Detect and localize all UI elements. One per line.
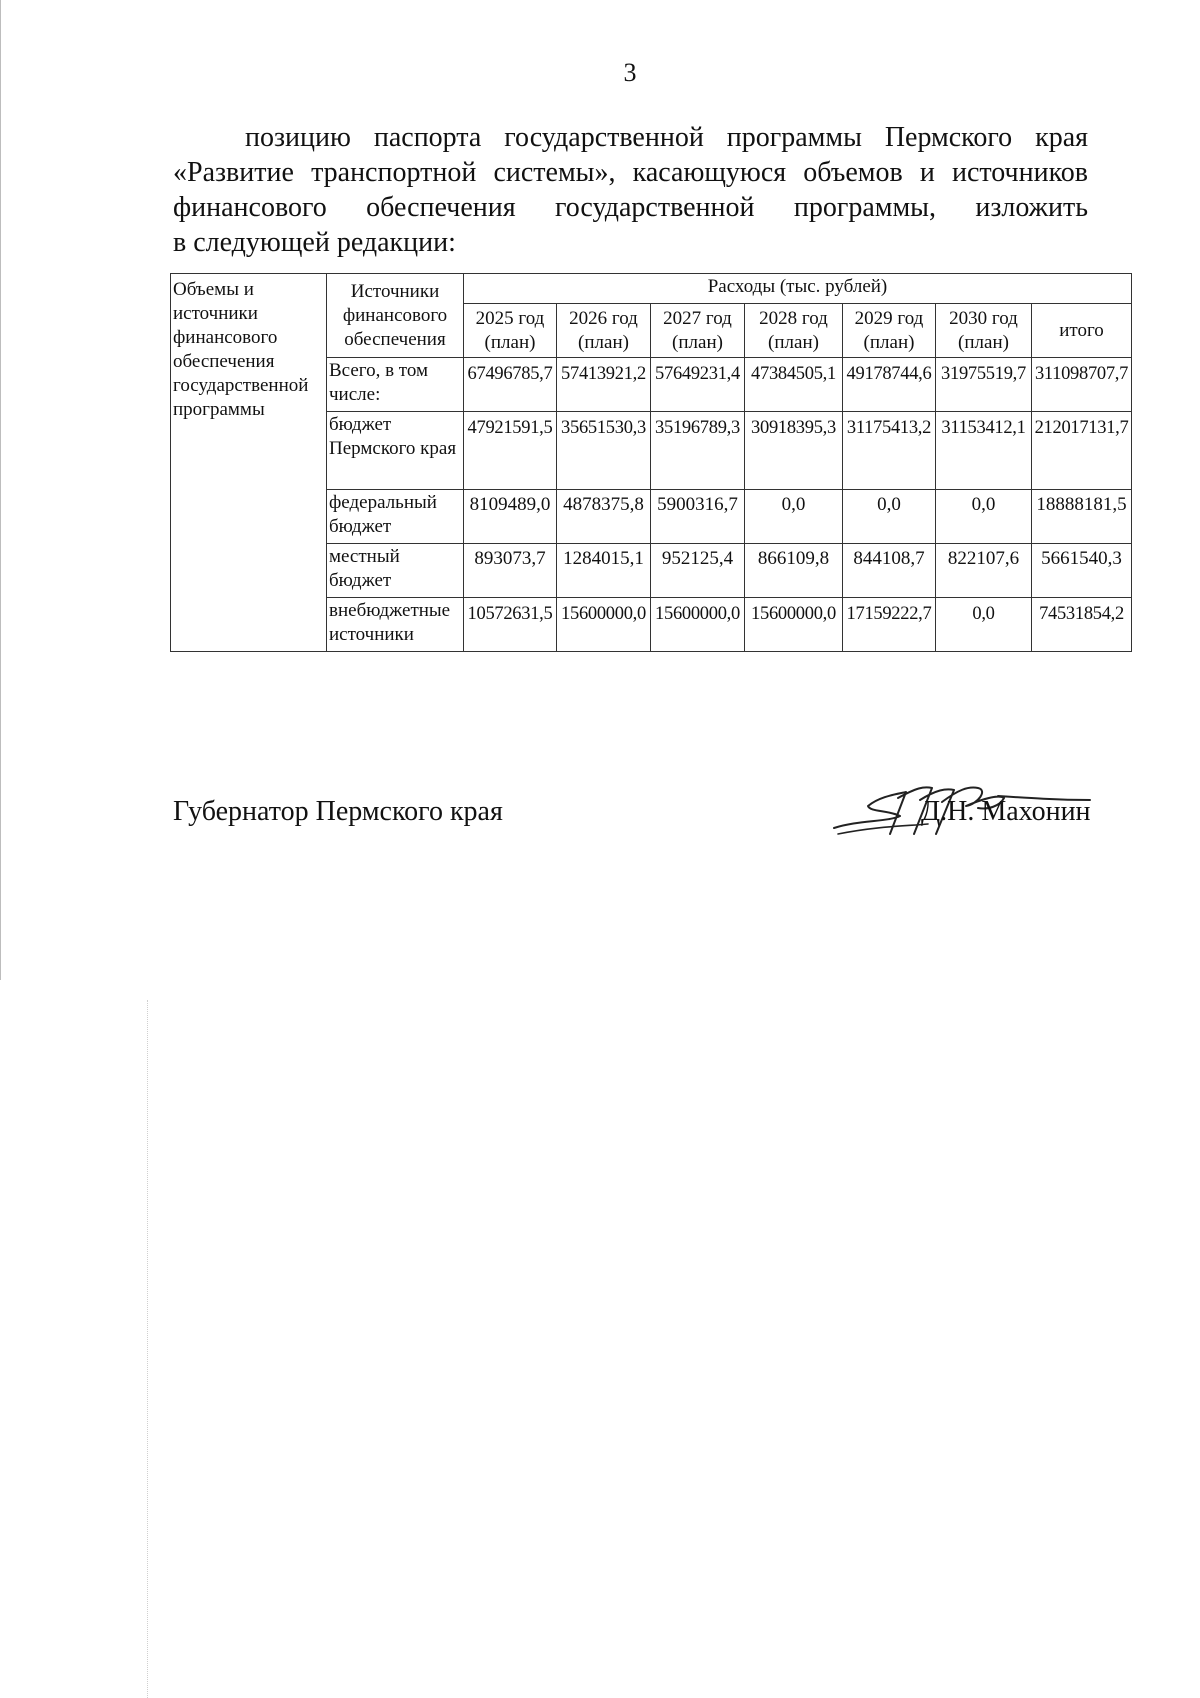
year-header: 2030 год (план) [936,304,1032,358]
intro-line: позицию паспорта государственной программы Пермского края [245,122,1088,153]
intro-line: финансового обеспечения государственной программы, изложить [173,192,1088,223]
value-cell: 35196789,3 [651,412,745,490]
value-cell: 866109,8 [745,544,843,598]
year-header: 2026 год (план) [557,304,651,358]
intro-line: «Развитие транспортной системы», касающуюся объемов и источников [173,157,1088,188]
source-cell: бюджет Пермского края [327,412,464,490]
value-cell: 8109489,0 [464,490,557,544]
value-cell: 893073,7 [464,544,557,598]
signatory-title: Губернатор Пермского края [173,796,503,827]
value-cell: 31153412,1 [936,412,1032,490]
page-number: 3 [623,58,637,87]
total-cell: 5661540,3 [1032,544,1132,598]
scan-edge [0,0,1,980]
scan-artifact-line [147,1000,148,1698]
intro-paragraph [173,120,1088,260]
row-header-cell: Объемы и источники финансового обеспечения государственной программы [171,274,327,652]
financing-table [170,273,1132,652]
value-cell: 0,0 [936,598,1032,652]
value-cell: 15600000,0 [745,598,843,652]
value-cell: 4878375,8 [557,490,651,544]
total-cell: 18888181,5 [1032,490,1132,544]
year-header: 2028 год (план) [745,304,843,358]
value-cell: 57413921,2 [557,358,651,412]
value-cell: 49178744,6 [843,358,936,412]
total-cell: 74531854,2 [1032,598,1132,652]
total-header: итого [1032,304,1132,358]
total-cell: 212017131,7 [1032,412,1132,490]
value-cell: 1284015,1 [557,544,651,598]
value-cell: 30918395,3 [745,412,843,490]
value-cell: 15600000,0 [557,598,651,652]
value-cell: 822107,6 [936,544,1032,598]
value-cell: 0,0 [936,490,1032,544]
value-cell: 47384505,1 [745,358,843,412]
source-cell: местный бюджет [327,544,464,598]
value-cell: 15600000,0 [651,598,745,652]
signatory-name: Д.Н. Махонин [921,796,1091,827]
value-cell: 0,0 [745,490,843,544]
year-header: 2025 год (план) [464,304,557,358]
value-cell: 47921591,5 [464,412,557,490]
value-cell: 952125,4 [651,544,745,598]
value-cell: 35651530,3 [557,412,651,490]
value-cell: 844108,7 [843,544,936,598]
value-cell: 67496785,7 [464,358,557,412]
source-cell: внебюджетные источники [327,598,464,652]
expenses-header: Расходы (тыс. рублей) [464,274,1132,304]
source-cell: Всего, в том числе: [327,358,464,412]
year-header: 2027 год (план) [651,304,745,358]
value-cell: 5900316,7 [651,490,745,544]
year-header: 2029 год (план) [843,304,936,358]
intro-line: в следующей редакции: [173,227,456,258]
header-row [171,274,1132,304]
total-cell: 311098707,7 [1032,358,1132,412]
source-cell: федеральный бюджет [327,490,464,544]
value-cell: 0,0 [843,490,936,544]
value-cell: 10572631,5 [464,598,557,652]
value-cell: 17159222,7 [843,598,936,652]
value-cell: 57649231,4 [651,358,745,412]
value-cell: 31975519,7 [936,358,1032,412]
value-cell: 31175413,2 [843,412,936,490]
sources-header: Источники финансового обеспечения [327,274,464,358]
